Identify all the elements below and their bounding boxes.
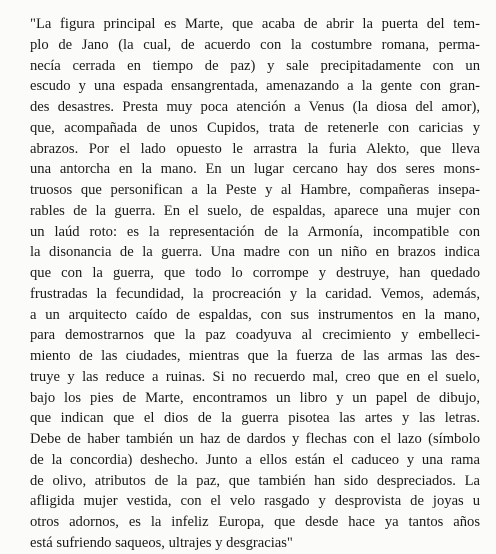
text-line: escudo y una espada ensangrentada, amenazando a la gente con gran-: [30, 78, 480, 95]
text-line: que indican que el dios de la guerra pisotea las artes y las letras.: [30, 410, 480, 427]
text-line: frustradas la fecundidad, la procreación y la caridad. Vemos, además,: [30, 285, 480, 302]
text-line: una antorcha en la mano. En un lugar cercano hay dos seres mons-: [30, 161, 480, 178]
text-line: de olivo, atributos de la paz, que también han sido despreciados. La: [30, 472, 480, 489]
text-line: plo de Jano (la cual, de acuerdo con la costumbre romana, perma-: [30, 36, 480, 53]
text-line: un laúd roto: es la representación de la Armonía, incompatible con: [30, 223, 480, 240]
text-line: a un arquitecto caído de espaldas, con sus instrumentos en la mano,: [30, 306, 480, 323]
text-line: de la concordia) deshecho. Junto a ellos están el caduceo y una rama: [30, 451, 480, 468]
text-line: necía cerrada en tiempo de paz) y sale precipitadamente con un: [30, 57, 480, 74]
text-line: miento de las ciudades, mientras que la fuerza de las armas las des-: [30, 348, 480, 364]
quote-paragraph: [30, 14, 480, 554]
text-line: "La figura principal es Marte, que acaba de abrir la puerta del tem-: [30, 16, 480, 32]
text-line: des desastres. Presta muy poca atención a Venus (la diosa del amor),: [30, 99, 480, 115]
text-line: rables de la guerra. En el suelo, de espaldas, aparece una mujer con: [30, 202, 480, 219]
text-line: truye y las reduce a ruinas. Si no recuerdo mal, creo que en el suelo,: [30, 368, 480, 385]
text-line: otros adornos, es la infeliz Europa, que desde hace ya tantos años: [30, 514, 480, 530]
text-line: la disonancia de la guerra. Una madre con un niño en brazos indica: [30, 244, 480, 261]
text-line: para demostrarnos que la paz coadyuva al crecimiento y embelleci-: [30, 327, 480, 344]
text-line: truosos que personifican a la Peste y al Hambre, compañeras insepa-: [30, 182, 480, 198]
text-line: abrazos. Por el lado opuesto le arrastra la furia Alekto, que lleva: [30, 140, 480, 157]
text-line: afligida mujer vestida, con el velo rasgado y desprovista de joyas u: [30, 493, 480, 510]
text-line: Debe de haber también un haz de dardos y flechas con el lazo (símbolo: [30, 431, 480, 447]
text-line: bajo los pies de Marte, encontramos un libro y un papel de dibujo,: [30, 389, 480, 406]
text-line: que con la guerra, que todo lo corrompe y destruye, han quedado: [30, 265, 480, 281]
text-line-last: está sufriendo saqueos, ultrajes y desgracias": [30, 534, 293, 551]
text-line: que, acompañada de unos Cupidos, trata de retenerle con caricias y: [30, 119, 480, 136]
